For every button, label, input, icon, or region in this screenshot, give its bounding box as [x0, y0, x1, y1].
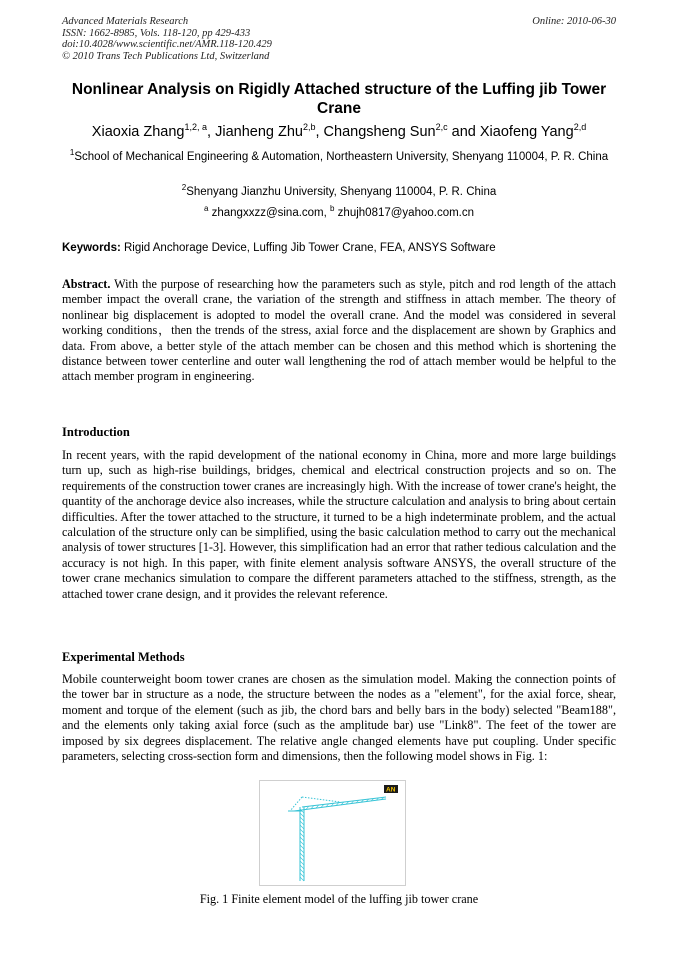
mast-lacing-bar: [300, 817, 304, 821]
author-name: Jianheng Zhu: [215, 124, 303, 140]
mast-lacing-bar: [300, 849, 304, 853]
affiliation-2: [62, 185, 616, 200]
author-name: Changsheng Sun: [323, 124, 436, 140]
paper-title: Nonlinear Analysis on Rigidly Attached structure of the Luffing jib Tower Crane: [71, 81, 607, 117]
email-a[interactable]: zhangxxzz@sina.com,: [208, 207, 331, 219]
mast-lacing-bar: [300, 873, 304, 877]
author-separator: ,: [207, 124, 216, 140]
ansys-logo: [384, 785, 398, 794]
author-name: Xiaofeng Yang: [479, 124, 574, 140]
affiliation-text: School of Mechanical Engineering & Automation, Northeastern University, Shenyang 110004, P. R. China: [74, 151, 609, 163]
affiliation-text: Shenyang Jianzhu University, Shenyang 110004, P. R. China: [186, 186, 497, 198]
mast-lacing-bar: [300, 845, 304, 849]
email-b[interactable]: zhujh0817@yahoo.com.cn: [334, 207, 475, 219]
issn-line: ISSN: 1662-8985, Vols. 118-120, pp 429-433: [62, 27, 251, 39]
mast-lacing-bar: [300, 829, 304, 833]
email-line: [62, 206, 616, 221]
jib-lower-chord: [294, 799, 386, 811]
author-sup: 2,d: [573, 122, 587, 133]
author-and: and: [447, 124, 480, 140]
mast-lacing-bar: [300, 833, 304, 837]
author-name: Xiaoxia Zhang: [91, 124, 185, 140]
mast-lacing-bar: [300, 857, 304, 861]
author-sup: 1,2, a: [184, 122, 208, 133]
journal-header: [62, 16, 272, 62]
copyright-line: © 2010 Trans Tech Publications Ltd, Switzerland: [62, 50, 270, 62]
mast-lacing-bar: [300, 837, 304, 841]
experimental-heading: Experimental Methods: [62, 650, 185, 664]
online-date: Online: 2010-06-30: [532, 16, 616, 27]
mast-lacing-bar: [300, 869, 304, 873]
author-sup: 2,c: [435, 122, 448, 133]
figure-caption: Fig. 1 Finite element model of the luffing jib tower crane: [199, 892, 479, 906]
abstract-label: Abstract.: [62, 277, 111, 291]
affiliation-sup: 2: [181, 183, 187, 193]
mast-lacing-bar: [300, 877, 304, 881]
mast-lacing: [300, 809, 304, 881]
crane-mesh: [288, 797, 386, 881]
affiliation-sup: 1: [69, 148, 75, 158]
doi-line[interactable]: doi:10.4028/www.scientific.net/AMR.118-120.429: [62, 39, 272, 50]
jib-tie: [302, 797, 340, 802]
crane-model-image: [260, 781, 405, 885]
experimental-text: Mobile counterweight boom tower cranes are chosen as the simulation model. Making the connection points of the tower bar in structure as a node, the structure between the nodes as a "element", for the axial force, shear, moment and torque of the element (such as jib, the chord bars and belly bars in the body) selected "Beam188", and the elements only taking axial force (such as the amplitude bar) use "Link8". The feet of the tower are imposed by six degrees displacement. The relative angle changed elements have put coupling. Under specific parameters, selecting cross-section form and dimensions, then the following model shows in Fig. 1:: [62, 672, 616, 764]
email-sup: b: [330, 204, 335, 214]
logo-text: AN: [386, 786, 396, 794]
mast-lacing-bar: [300, 865, 304, 869]
keywords: [62, 241, 616, 256]
author-sup: 2,b: [302, 122, 316, 133]
introduction-heading: Introduction: [62, 425, 130, 439]
mast-lacing-bar: [300, 861, 304, 865]
mast-lacing-bar: [300, 825, 304, 829]
email-sup: a: [203, 204, 209, 214]
mast-lacing-bar: [300, 821, 304, 825]
mast-lacing-bar: [300, 813, 304, 817]
figure-1: [259, 780, 406, 886]
mast-lacing-bar: [300, 853, 304, 857]
mast-lacing-bar: [300, 841, 304, 845]
abstract-text: With the purpose of researching how the parameters such as style, pitch and rod length of the attach member impact the overall crane, the variation of the strength and stiffness in attach member. The theory of nonlinear big displacement is adopted to model the overall crane. And the model was considered in several working conditions，then the trends of the stress, axial force and the displacement are shown by Graphics and data. From above, a better style of the attach member can be chosen and this method which is shortening the distance between tower centerline and outer wall lengthening the rod of attach member would be helpful to the attach member program in engineering.: [62, 277, 616, 384]
author-list: [40, 122, 638, 142]
abstract: [62, 277, 616, 385]
affiliation-1: [62, 150, 616, 165]
author-separator: ,: [315, 124, 324, 140]
keywords-text: Rigid Anchorage Device, Luffing Jib Tower Crane, FEA, ANSYS Software: [120, 242, 496, 254]
journal-name: Advanced Materials Research: [62, 16, 189, 27]
introduction-text: In recent years, with the rapid development of the national economy in China, more and more large buildings turn up, such as high-rise buildings, bridges, chemical and electrical construction projects and so on. The requirements of the construction tower cranes are increasingly high. With the increase of tower crane's height, the quantity of the anchorage device also increases, while the structure calculation and analysis to bring about certain difficulties. After the tower attached to the structure, it turned to be a high indeterminate problem, and the actual calculation of the structure only can be simplified, using the basic calculation method to carry out the mechanical analysis of tower structures [1-3]. However, this simplification had an error that rather tedious calculation and the accuracy is not high. In this paper, with finite element analysis software ANSYS, the overall structure of the tower crane mechanics simulation to compare the different parameters attached to the stiffness, strength, as the attached tower crane design, and it provides the relevant reference.: [62, 448, 616, 601]
keywords-label: Keywords:: [62, 242, 121, 254]
